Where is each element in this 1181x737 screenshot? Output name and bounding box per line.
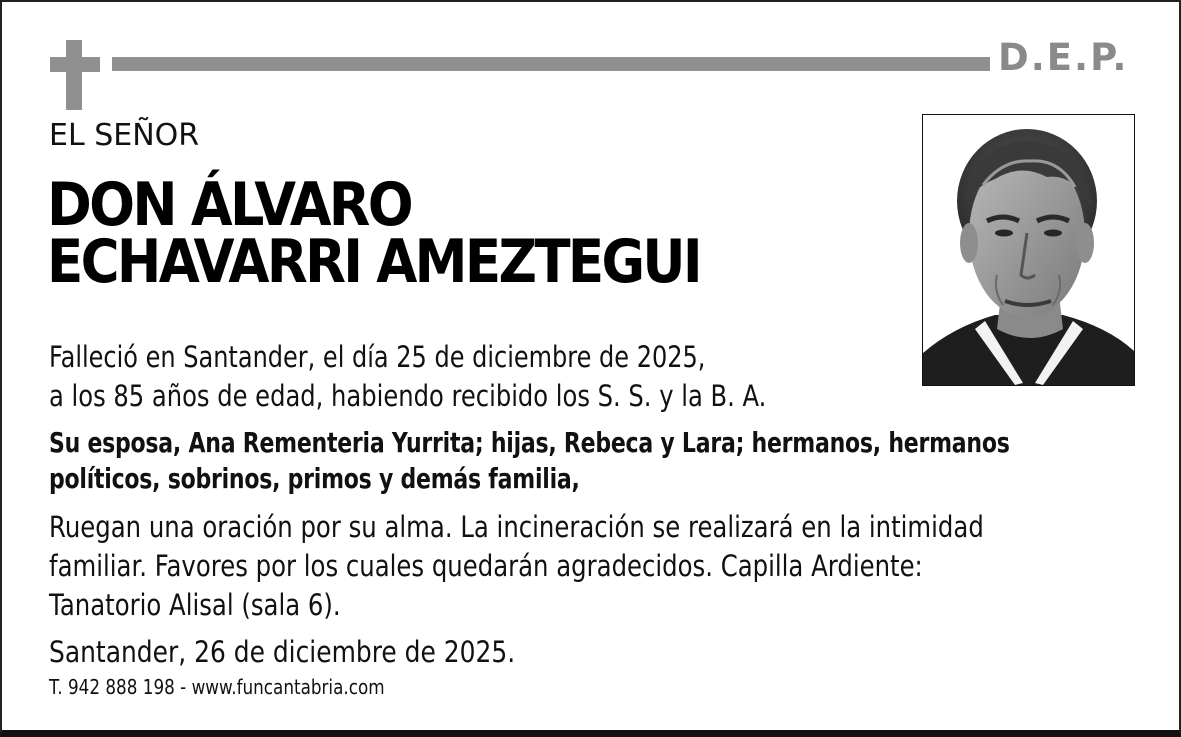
family-line-2: políticos, sobrinos, primos y demás familia,	[49, 462, 580, 495]
request-line-3: Tanatorio Alisal (sala 6).	[49, 588, 341, 622]
request-line-2: familiar. Favores por los cuales quedarán agradecidos. Capilla Ardiente:	[49, 549, 923, 583]
contact-footer: T. 942 888 198 - www.funcantabria.com	[49, 675, 385, 699]
portrait-photo	[922, 114, 1135, 386]
deceased-name-line-2: ECHAVARRI AMEZTEGUI	[47, 227, 701, 297]
place-date: Santander, 26 de diciembre de 2025.	[49, 635, 516, 669]
request-line-1: Ruegan una oración por su alma. La incineración se realizará en la intimidad	[49, 510, 984, 544]
cross-icon	[50, 40, 100, 110]
dep-mark: D.E.P.	[998, 36, 1129, 79]
death-line-1: Falleció en Santander, el día 25 de diciembre de 2025,	[49, 340, 706, 374]
header-rule	[112, 57, 990, 71]
deceased-name-line-1: DON ÁLVARO	[47, 170, 411, 240]
family-line-1: Su esposa, Ana Rementeria Yurrita; hijas, Rebeca y Lara; hermanos, hermanos	[49, 426, 1010, 459]
death-line-2: a los 85 años de edad, habiendo recibido los S. S. y la B. A.	[49, 379, 767, 413]
honorific: EL SEÑOR	[49, 118, 200, 153]
